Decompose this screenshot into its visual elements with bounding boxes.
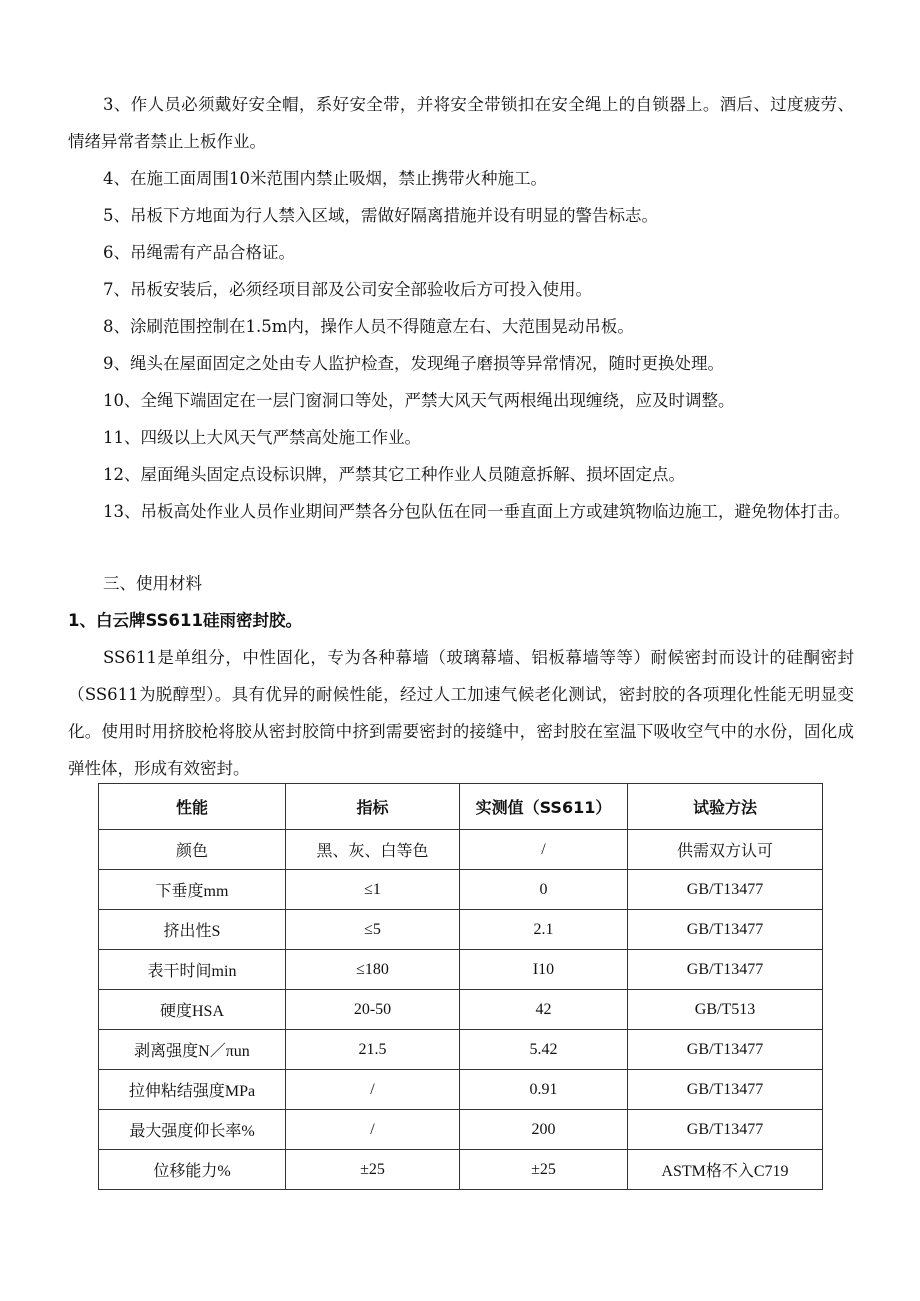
table-row [99, 870, 823, 910]
cell-property: 挤出性S [99, 910, 286, 950]
properties-table [98, 783, 823, 1190]
table-header-row [99, 784, 823, 830]
cell-spec: ±25 [286, 1150, 460, 1190]
section-heading: 三、使用材料 [103, 574, 202, 593]
product-description: SS611是单组分，中性固化，专为各种幕墙（玻璃幕墙、铝板幕墙等等）耐候密封而设计的硅酮密封（SS611为脱醇型）。具有优异的耐候性能，经过人工加速气候老化测试，密封胶的各项理化性能无明显变化。使用时用挤胶枪将胶从密封胶筒中挤到需要密封的接缝中，密封胶在室温下吸收空气中的水份，固化成弹性体，形成有效密封。 [68, 648, 854, 778]
safety-item-10: 10、全绳下端固定在一层门窗洞口等处，严禁大风天气两根绳出现缠绕，应及时调整。 [103, 391, 735, 410]
cell-measured: 200 [460, 1110, 628, 1150]
table-row [99, 1110, 823, 1150]
safety-item-6: 6、吊绳需有产品合格证。 [103, 243, 295, 262]
header-test-method: 试验方法 [628, 784, 823, 830]
cell-property: 硬度HSA [99, 990, 286, 1030]
cell-property: 下垂度mm [99, 870, 286, 910]
safety-item-5: 5、吊板下方地面为行人禁入区域，需做好隔离措施并设有明显的警告标志。 [103, 206, 658, 225]
cell-measured: 2.1 [460, 910, 628, 950]
header-property: 性能 [99, 784, 286, 830]
safety-item-13: 13、吊板高处作业人员作业期间严禁各分包队伍在同一垂直面上方或建筑物临边施工，避免物体打击。 [103, 502, 850, 521]
table-row [99, 1030, 823, 1070]
cell-measured: 5.42 [460, 1030, 628, 1070]
table-row [99, 1070, 823, 1110]
header-measured: 实测值（SS611） [460, 784, 628, 830]
safety-item-7: 7、吊板安装后，必须经项目部及公司安全部验收后方可投入使用。 [103, 280, 592, 299]
cell-spec: 20-50 [286, 990, 460, 1030]
safety-item-9: 9、绳头在屋面固定之处由专人监护检查，发现绳子磨损等异常情况，随时更换处理。 [103, 354, 724, 373]
cell-test-method: GB/T13477 [628, 1110, 823, 1150]
cell-test-method: GB/T13477 [628, 1070, 823, 1110]
cell-measured: I10 [460, 950, 628, 990]
cell-spec: / [286, 1070, 460, 1110]
cell-property: 拉伸粘结强度MPa [99, 1070, 286, 1110]
cell-measured: / [460, 830, 628, 870]
safety-item-11: 11、四级以上大风天气严禁高处施工作业。 [103, 428, 421, 447]
table-row [99, 990, 823, 1030]
cell-property: 表干时间min [99, 950, 286, 990]
safety-item-4: 4、在施工面周围10米范围内禁止吸烟，禁止携带火种施工。 [103, 169, 547, 188]
safety-item-3: 3、作人员必须戴好安全帽，系好安全带，并将安全带锁扣在安全绳上的自锁器上。酒后、过度疲劳、情绪异常者禁止上板作业。 [68, 95, 854, 151]
cell-spec: 21.5 [286, 1030, 460, 1070]
subsection-heading: 1、白云牌SS611硅雨密封胶。 [68, 611, 302, 630]
table-row [99, 950, 823, 990]
table-row [99, 1150, 823, 1190]
cell-test-method: GB/T513 [628, 990, 823, 1030]
cell-test-method: GB/T13477 [628, 870, 823, 910]
cell-measured: 42 [460, 990, 628, 1030]
table-row [99, 830, 823, 870]
cell-spec: ≤1 [286, 870, 460, 910]
cell-property: 位移能力% [99, 1150, 286, 1190]
cell-property: 剥离强度N／πun [99, 1030, 286, 1070]
safety-item-8: 8、涂刷范围控制在1.5m内，操作人员不得随意左右、大范围晃动吊板。 [103, 317, 634, 336]
cell-measured: ±25 [460, 1150, 628, 1190]
cell-test-method: ASTM格不入C719 [628, 1150, 823, 1190]
cell-test-method: 供需双方认可 [628, 830, 823, 870]
cell-property: 颜色 [99, 830, 286, 870]
cell-spec: ≤180 [286, 950, 460, 990]
cell-measured: 0 [460, 870, 628, 910]
cell-measured: 0.91 [460, 1070, 628, 1110]
header-spec: 指标 [286, 784, 460, 830]
cell-spec: / [286, 1110, 460, 1150]
safety-item-12: 12、屋面绳头固定点设标识牌，严禁其它工种作业人员随意拆解、损坏固定点。 [103, 465, 685, 484]
table-row [99, 910, 823, 950]
cell-spec: ≤5 [286, 910, 460, 950]
cell-spec: 黑、灰、白等色 [286, 830, 460, 870]
cell-property: 最大强度仰长率% [99, 1110, 286, 1150]
cell-test-method: GB/T13477 [628, 1030, 823, 1070]
cell-test-method: GB/T13477 [628, 950, 823, 990]
cell-test-method: GB/T13477 [628, 910, 823, 950]
